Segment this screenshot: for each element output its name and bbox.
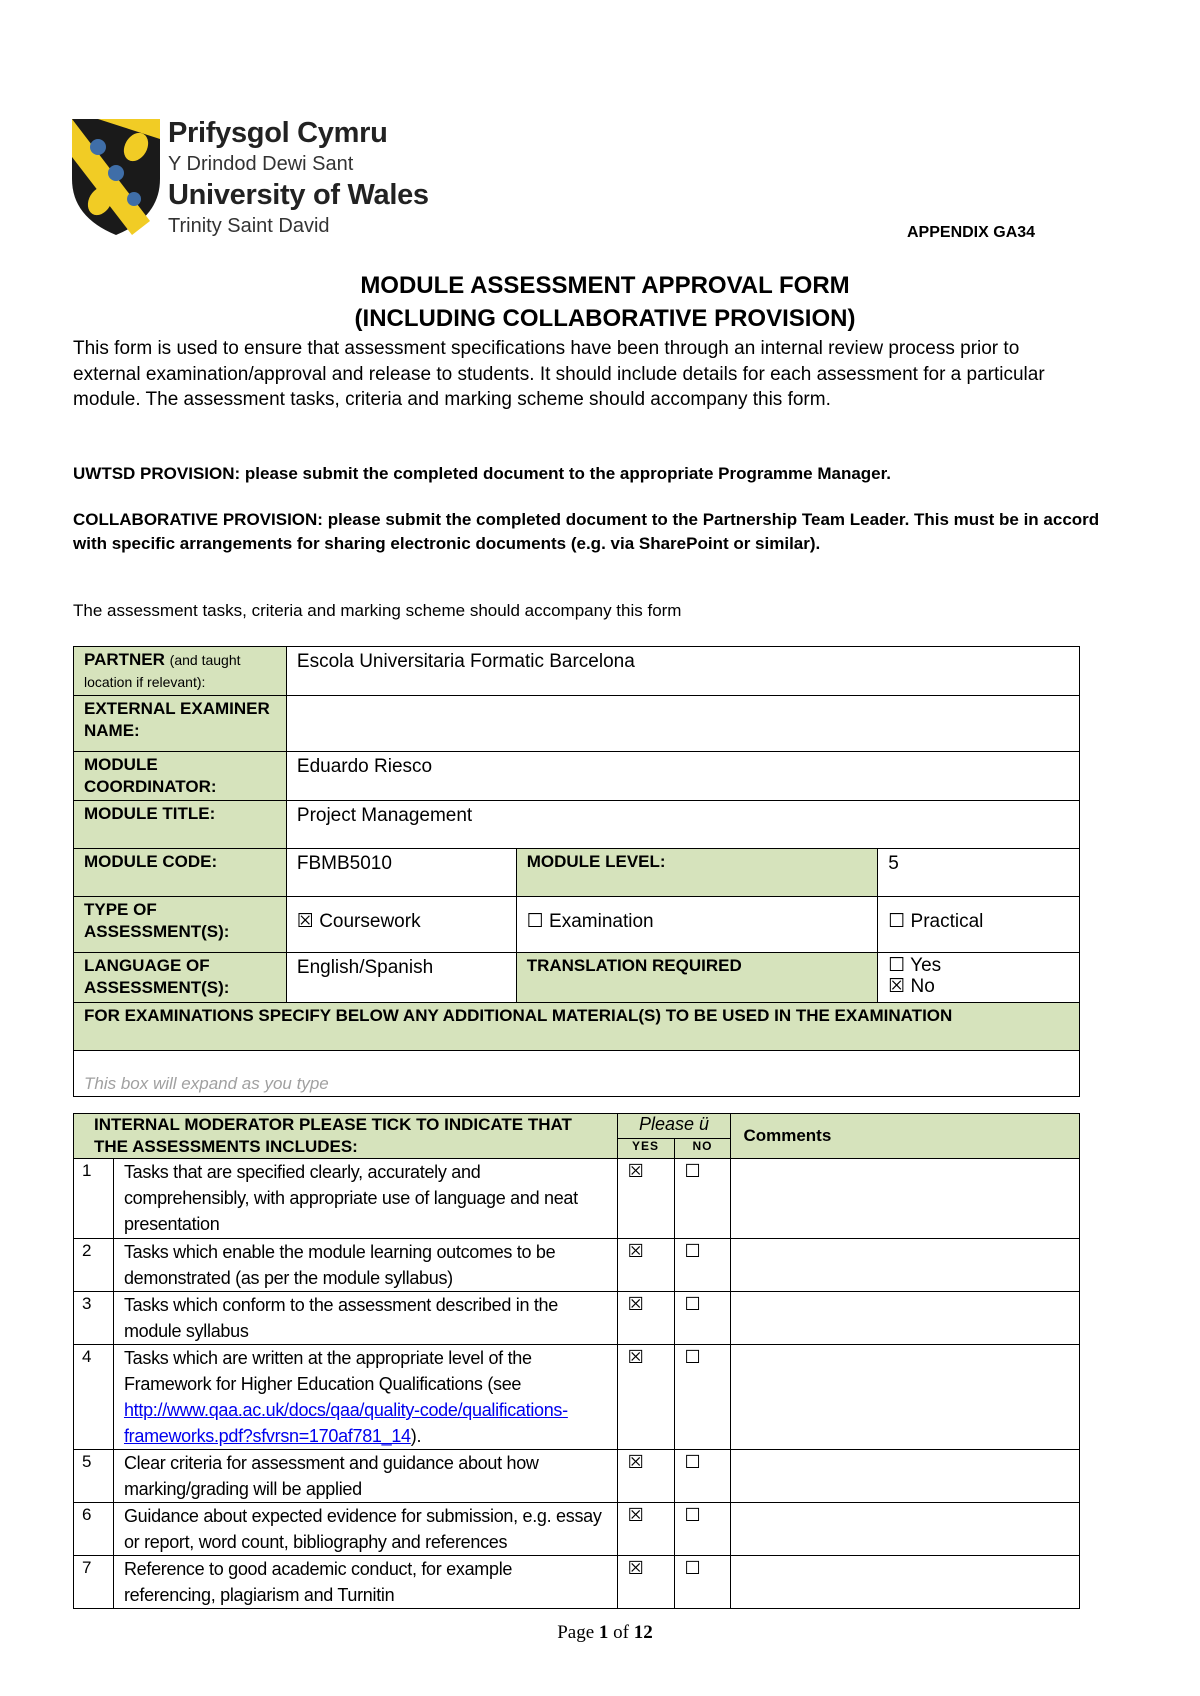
- no-checkbox[interactable]: ☐: [674, 1450, 731, 1503]
- partner-label: PARTNER (and taught location if relevant):: [74, 647, 287, 696]
- criterion-number: 1: [74, 1159, 114, 1239]
- language-field[interactable]: English/Spanish: [286, 953, 516, 1003]
- criterion-text: Tasks which are written at the appropriate level of the Framework for Higher Education Qualifications (see http://www.qaa.ac.uk/docs/qaa/quality-code/qualifications-frameworks.pdf?sfvrsn=170af781_14).: [113, 1345, 617, 1450]
- translation-yes-checkbox[interactable]: ☐ Yes: [888, 955, 942, 976]
- module-coordinator-field[interactable]: Eduardo Riesco: [286, 752, 1079, 801]
- examination-checkbox[interactable]: ☐ Examination: [516, 897, 877, 953]
- criterion-number: 2: [74, 1239, 114, 1292]
- module-title-field[interactable]: Project Management: [286, 801, 1079, 849]
- table-row: [74, 1159, 1080, 1239]
- exam-materials-label: FOR EXAMINATIONS SPECIFY BELOW ANY ADDITIONAL MATERIAL(S) TO BE USED IN THE EXAMINATION: [74, 1003, 1080, 1051]
- criterion-text: Tasks which enable the module learning outcomes to be demonstrated (as per the module syllabus): [113, 1239, 617, 1292]
- no-checkbox[interactable]: ☐: [674, 1239, 731, 1292]
- logo-welsh-subname: Y Drindod Dewi Sant: [168, 153, 354, 175]
- comments-header: Comments: [731, 1114, 1080, 1159]
- partner-field[interactable]: Escola Universitaria Formatic Barcelona: [286, 647, 1079, 696]
- no-column-header: NO: [674, 1138, 731, 1158]
- yes-column-header: YES: [617, 1138, 674, 1158]
- translation-options: [878, 953, 1080, 1003]
- criterion-number: 7: [74, 1556, 114, 1609]
- comments-field[interactable]: [731, 1556, 1080, 1609]
- table-row: [74, 1345, 1080, 1450]
- no-checkbox[interactable]: ☐: [674, 1292, 731, 1345]
- no-checkbox[interactable]: ☐: [674, 1159, 731, 1239]
- uwtsd-provision-note: UWTSD PROVISION: please submit the completed document to the appropriate Programme Manager.: [73, 464, 892, 483]
- criterion-number: 6: [74, 1503, 114, 1556]
- module-level-field[interactable]: 5: [878, 849, 1080, 897]
- accompany-note: The assessment tasks, criteria and marking scheme should accompany this form: [73, 601, 682, 620]
- no-checkbox[interactable]: ☐: [674, 1345, 731, 1450]
- module-details-table: [73, 646, 1080, 1097]
- no-checkbox[interactable]: ☐: [674, 1556, 731, 1609]
- comments-field[interactable]: [731, 1239, 1080, 1292]
- appendix-label: APPENDIX GA34: [907, 224, 1036, 241]
- criterion-number: 3: [74, 1292, 114, 1345]
- criterion-text: Tasks that are specified clearly, accurately and comprehensibly, with appropriate use of language and neat presentation: [113, 1159, 617, 1239]
- yes-checkbox[interactable]: ☒: [617, 1345, 674, 1450]
- qaa-framework-link[interactable]: http://www.qaa.ac.uk/docs/qaa/quality-code/qualifications-frameworks.pdf?sfvrsn=170af781_14: [123, 1400, 568, 1446]
- form-title: MODULE ASSESSMENT APPROVAL FORM: [360, 272, 850, 299]
- page-footer: Page 1 of 12: [557, 1622, 653, 1643]
- comments-field[interactable]: [731, 1345, 1080, 1450]
- collaborative-provision-note: COLLABORATIVE PROVISION: please submit the completed document to the Partnership Team Leader. This must be in accord with specific arrangements for sharing electronic documents (e.g. via SharePoint or similar).: [73, 510, 1100, 553]
- comments-field[interactable]: [731, 1159, 1080, 1239]
- moderator-checklist-table: [73, 1113, 1080, 1609]
- external-examiner-label: EXTERNAL EXAMINER NAME:: [74, 696, 287, 752]
- module-code-field[interactable]: FBMB5010: [286, 849, 516, 897]
- crest-icon: [70, 117, 162, 237]
- yes-checkbox[interactable]: ☒: [617, 1450, 674, 1503]
- criterion-text: Reference to good academic conduct, for example referencing, plagiarism and Turnitin: [113, 1556, 617, 1609]
- yes-checkbox[interactable]: ☒: [617, 1159, 674, 1239]
- criterion-text: Tasks which conform to the assessment described in the module syllabus: [113, 1292, 617, 1345]
- comments-field[interactable]: [731, 1292, 1080, 1345]
- yes-checkbox[interactable]: ☒: [617, 1292, 674, 1345]
- coursework-checkbox[interactable]: ☒ Coursework: [286, 897, 516, 953]
- no-checkbox[interactable]: ☐: [674, 1503, 731, 1556]
- table-row: [74, 1503, 1080, 1556]
- assessment-type-label: TYPE OF ASSESSMENT(S):: [74, 897, 287, 953]
- criterion-number: 5: [74, 1450, 114, 1503]
- table-row: [74, 1556, 1080, 1609]
- language-label: LANGUAGE OF ASSESSMENT(S):: [74, 953, 287, 1003]
- criterion-number: 4: [74, 1345, 114, 1450]
- yes-checkbox[interactable]: ☒: [617, 1503, 674, 1556]
- university-logo: [70, 115, 440, 240]
- exam-materials-placeholder: This box will expand as you type: [84, 1074, 329, 1093]
- please-tick-label: Please ü: [617, 1114, 731, 1139]
- comments-field[interactable]: [731, 1450, 1080, 1503]
- logo-english-subname: Trinity Saint David: [168, 215, 330, 237]
- form-subtitle: (INCLUDING COLLABORATIVE PROVISION): [354, 305, 856, 332]
- module-coordinator-label: MODULE COORDINATOR:: [74, 752, 287, 801]
- logo-english-name: University of Wales: [168, 179, 429, 211]
- external-examiner-field[interactable]: [286, 696, 1079, 752]
- criterion-text: Guidance about expected evidence for submission, e.g. essay or report, word count, bibliography and references: [113, 1503, 617, 1556]
- criterion-text: Clear criteria for assessment and guidance about how marking/grading will be applied: [113, 1450, 617, 1503]
- module-title-label: MODULE TITLE:: [74, 801, 287, 849]
- intro-paragraph: This form is used to ensure that assessment specifications have been through an internal review process prior to external examination/approval and release to students. It should include details for each assessment for a particular module. The assessment tasks, criteria and marking scheme should accompany this form.: [73, 338, 1045, 410]
- moderator-header: INTERNAL MODERATOR PLEASE TICK TO INDICATE THAT THE ASSESSMENTS INCLUDES:: [74, 1114, 618, 1159]
- logo-welsh-name: Prifysgol Cymru: [168, 117, 388, 149]
- yes-checkbox[interactable]: ☒: [617, 1556, 674, 1609]
- exam-materials-field[interactable]: [74, 1051, 1080, 1097]
- table-row: [74, 1239, 1080, 1292]
- module-code-label: MODULE CODE:: [74, 849, 287, 897]
- yes-checkbox[interactable]: ☒: [617, 1239, 674, 1292]
- comments-field[interactable]: [731, 1503, 1080, 1556]
- module-level-label: MODULE LEVEL:: [516, 849, 877, 897]
- translation-no-checkbox[interactable]: ☒ No: [888, 976, 935, 997]
- table-row: [74, 1450, 1080, 1503]
- translation-label: TRANSLATION REQUIRED: [516, 953, 877, 1003]
- table-row: [74, 1292, 1080, 1345]
- practical-checkbox[interactable]: ☐ Practical: [878, 897, 1080, 953]
